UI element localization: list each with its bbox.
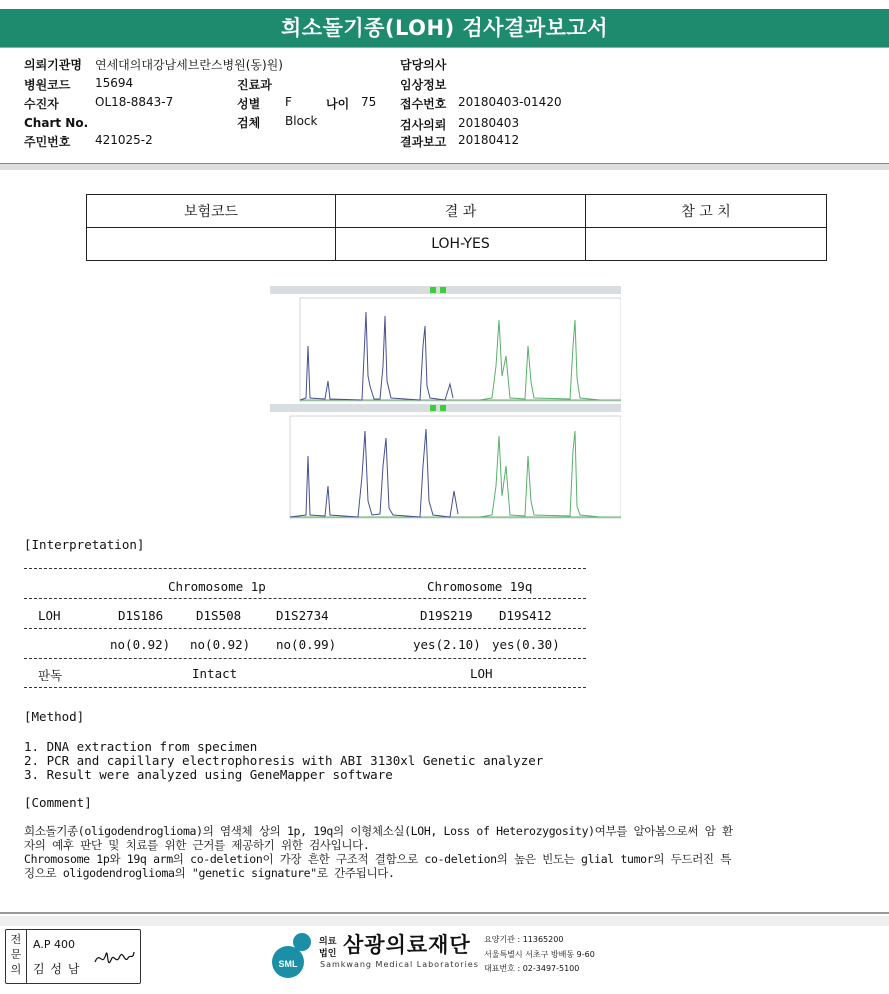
value-d19s412: yes(0.30) [492, 637, 560, 652]
pathologist-stamp [5, 929, 141, 984]
doctor-label: 담당의사 [400, 58, 447, 72]
method-step-2: 2. PCR and capillary electrophoresis with ABI 3130xl Genetic analyzer [24, 753, 544, 768]
examinee-value: OL18-8843-7 [95, 95, 174, 109]
comment-body [24, 824, 879, 880]
marker-d19s412: D19S412 [499, 608, 552, 623]
footer-band [0, 916, 889, 926]
header-bottom-rule [0, 163, 889, 170]
loh-row-label: LOH [38, 608, 61, 623]
signer-name: 김 성 남 [33, 962, 81, 976]
request-value: 20180403 [458, 116, 520, 130]
marker-d1s2734: D1S2734 [276, 608, 329, 623]
hospital-code-label: 병원코드 [24, 78, 71, 92]
chromosome-19q-label: Chromosome 19q [427, 579, 533, 594]
method-heading: [Method] [24, 709, 85, 724]
sex-value: F [285, 95, 292, 109]
specimen-value: Block [285, 114, 318, 128]
logo-name: 삼광의료재단 [343, 933, 471, 957]
request-label: 검사의뢰 [400, 118, 447, 132]
ap-number: A.P 400 [33, 938, 75, 951]
stamp-label-cell [6, 930, 27, 983]
comment-line-2: 자의 예후 판단 및 치료를 위한 근거를 제공하기 위한 검사입니다. [24, 838, 370, 852]
hospital-code-value: 15694 [95, 76, 134, 90]
report-title-bar [0, 9, 889, 47]
interp-rule-5 [24, 687, 586, 688]
clinical-label: 임상정보 [400, 78, 447, 92]
verdict-19q: LOH [470, 666, 493, 681]
chart-label: Chart No. [24, 116, 89, 130]
value-d19s219: yes(2.10) [413, 637, 481, 652]
signature-icon [92, 942, 136, 974]
examinee-label: 수진자 [24, 97, 59, 111]
logo-circle-text: SML [278, 959, 298, 969]
logo-english: Samkwang Medical Laboratories [320, 960, 479, 969]
report-title: 희소돌기종(LOH) 검사결과보고서 [281, 16, 608, 40]
value-d1s508: no(0.92) [190, 637, 251, 652]
report-date-value: 20180412 [458, 133, 520, 147]
result-value-row [87, 228, 827, 261]
reference-header: 참 고 치 [586, 195, 827, 228]
specimen-label: 검체 [237, 116, 261, 130]
reference-cell [586, 228, 827, 261]
insurance-code-cell [87, 228, 336, 261]
institution-value: 연세대의대강남세브란스병원(동)원) [95, 58, 283, 72]
resident-value: 421025-2 [95, 133, 153, 147]
value-d1s186: no(0.92) [110, 637, 171, 652]
interp-rule-3 [24, 628, 586, 629]
header-top-rule [0, 47, 889, 48]
age-value: 75 [361, 95, 377, 109]
interpretation-heading: [Interpretation] [24, 537, 145, 552]
resident-label: 주민번호 [24, 135, 71, 149]
electropherogram-image [270, 286, 621, 519]
comment-line-3: Chromosome 1p와 19q arm의 co-deletion이 가장 흔한 구조적 결함으로 co-deletion의 높은 빈도는 glial tumor의 두드러진 특 [24, 852, 732, 866]
sex-label: 성별 [237, 97, 261, 111]
method-step-3: 3. Result were analyzed using GeneMapper software [24, 767, 393, 782]
interp-rule-1 [24, 568, 586, 569]
marker-d1s508: D1S508 [196, 608, 242, 623]
org-code: 요양기관 : 11365200 [484, 935, 564, 944]
stamp-label: 전문의 [10, 933, 22, 976]
result-header: 결 과 [336, 195, 586, 228]
interp-rule-4 [24, 658, 586, 659]
interp-rule-2 [24, 598, 586, 599]
footer-rule [0, 912, 889, 914]
result-header-row [87, 195, 827, 228]
org-address: 서울특별시 서초구 방배동 9-60 [484, 950, 595, 959]
age-label: 나이 [326, 97, 350, 111]
chromosome-1p-label: Chromosome 1p [168, 579, 266, 594]
verdict-label: 판독 [38, 668, 63, 683]
institution-label: 의뢰기관명 [24, 58, 82, 72]
method-step-1: 1. DNA extraction from specimen [24, 739, 258, 754]
comment-line-1: 희소돌기종(oligodendroglioma)의 염색체 상의 1p, 19q의 이형체소실(LOH, Loss of Heterozygosity)여부를 알아봄으로써 암 환 [24, 824, 733, 838]
dept-label: 진료과 [237, 78, 272, 92]
reception-value: 20180403-01420 [458, 95, 562, 109]
marker-d1s186: D1S186 [118, 608, 164, 623]
sml-logo-icon [270, 930, 318, 980]
comment-line-4: 징으로 oligodendroglioma의 "genetic signature"로 간주됩니다. [24, 866, 395, 880]
report-date-label: 결과보고 [400, 135, 447, 149]
result-table [86, 194, 827, 261]
result-cell: LOH-YES [336, 228, 586, 261]
value-d1s2734: no(0.99) [276, 637, 337, 652]
verdict-1p: Intact [192, 666, 238, 681]
logo-small-top: 의료 [319, 937, 337, 947]
marker-d19s219: D19S219 [420, 608, 473, 623]
org-phone: 대표번호 : 02-3497-5100 [484, 964, 580, 973]
reception-label: 접수번호 [400, 97, 447, 111]
comment-heading: [Comment] [24, 795, 92, 810]
insurance-code-header: 보험코드 [87, 195, 336, 228]
logo-small-bottom: 법인 [319, 949, 337, 959]
